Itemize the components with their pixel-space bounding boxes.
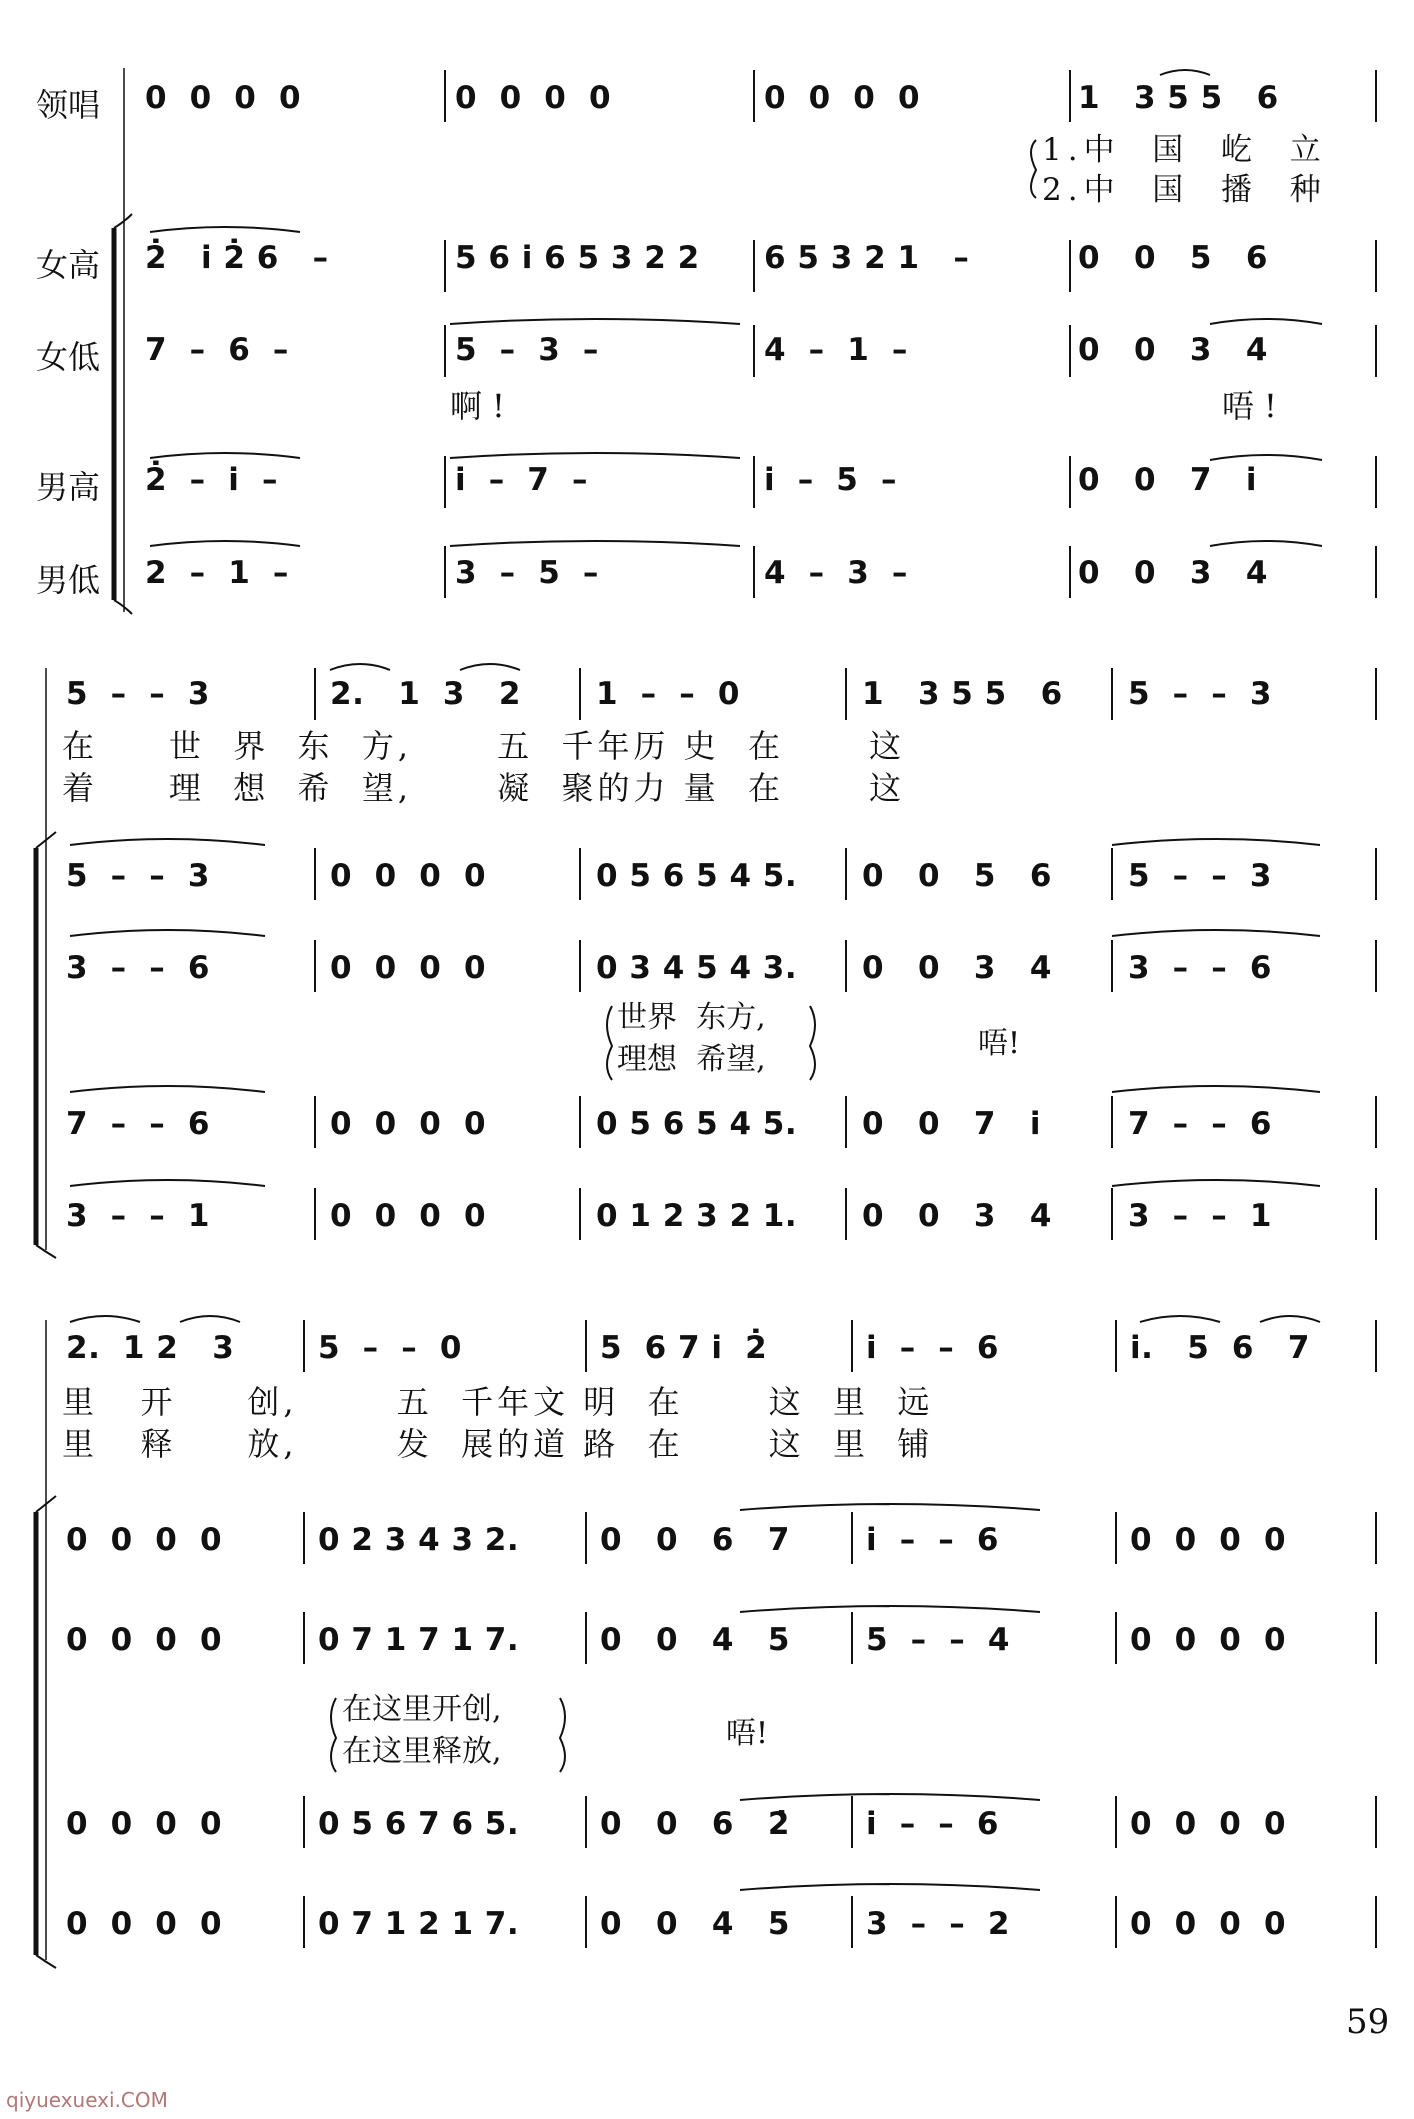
s3-bass-m5: 0 0 0 0 [1130, 1906, 1287, 1942]
s1-alto-m4: 0 0 3 4 [1078, 332, 1268, 368]
s2-bass-m5: 3 – – 1 [1128, 1198, 1272, 1234]
s3-lead-m4: i – – 6 [866, 1330, 999, 1366]
slur [70, 1180, 265, 1186]
s2-lead-m5: 5 – – 3 [1128, 676, 1272, 712]
s2-bass-m4: 0 0 3 4 [862, 1198, 1052, 1234]
s1-soprano-m3: 6 5 3 2 1 – [764, 240, 970, 276]
slur [1112, 1180, 1320, 1186]
s1-bass-m4: 0 0 3 4 [1078, 555, 1268, 591]
slur [740, 1884, 1040, 1890]
s1-lead-lyric1: 1.中 国 屹 立 [1042, 132, 1327, 168]
slur [180, 1316, 240, 1322]
brace [560, 1698, 565, 1772]
slur [330, 664, 390, 670]
s3-lead-m1: 2. 1 2 3 [66, 1330, 235, 1366]
s1-lead-m4: 1 3 5 5 6 [1078, 80, 1279, 116]
s1-alto-m1: 7 – 6 – [145, 332, 289, 368]
s1-lead-m3: 0 0 0 0 [764, 80, 921, 116]
slur [1210, 319, 1322, 324]
slur [70, 839, 265, 845]
s2-alto-m3: 0 3 4 5 4 3. [596, 950, 798, 986]
slur [70, 930, 265, 936]
s2-tenor-m1: 7 – – 6 [66, 1106, 210, 1142]
s1-soprano-m2: 5 6 i 6 5 3 2 2 [455, 240, 700, 276]
s2-soprano-m3: 0 5 6 5 4 5. [596, 858, 798, 894]
slur [740, 1794, 1040, 1800]
s1-tenor-m4: 0 0 7 i [1078, 462, 1257, 498]
s1-alto-lyric-a: 啊! [450, 387, 515, 425]
slur [740, 1504, 1040, 1510]
slur [1112, 930, 1320, 936]
s2-bass-m3: 0 1 2 3 2 1. [596, 1198, 798, 1234]
s2-alto-m4: 0 0 3 4 [862, 950, 1052, 986]
s3-tenor-m5: 0 0 0 0 [1130, 1806, 1287, 1842]
slur [150, 541, 300, 546]
s1-bass-m1: 2 – 1 – [145, 555, 289, 591]
page-number: 59 [1346, 2002, 1390, 2042]
slur [70, 1086, 265, 1092]
slur [450, 541, 740, 546]
slur [460, 664, 520, 670]
s1-lead-m2: 0 0 0 0 [455, 80, 612, 116]
s2-alto-m1: 3 – – 6 [66, 950, 210, 986]
s3-soprano-m1: 0 0 0 0 [66, 1522, 223, 1558]
s2-alto-m2: 0 0 0 0 [330, 950, 487, 986]
s2-alto-annotation3: 唔! [978, 1026, 1021, 1061]
s3-tenor-m4: i – – 6 [866, 1806, 999, 1842]
s2-alto-m5: 3 – – 6 [1128, 950, 1272, 986]
s3-soprano-m4: i – – 6 [866, 1522, 999, 1558]
s1-bass-m3: 4 – 3 – [764, 555, 908, 591]
bracket-hook [114, 214, 132, 228]
s1-tenor-m2: i – 7 – [455, 462, 588, 498]
s2-lyric1: 在 世 界 东 方, 五 千年历 史 在 这 [62, 727, 905, 765]
slur [1140, 1316, 1220, 1322]
slur [150, 227, 300, 232]
brace [331, 1698, 336, 1772]
slur [1160, 70, 1210, 75]
s3-alto-m4: 5 – – 4 [866, 1622, 1010, 1658]
s1-alto-m2: 5 – 3 – [455, 332, 599, 368]
s2-lead-m1: 5 – – 3 [66, 676, 210, 712]
s3-alto-m2: 0 7 1 7 1 7. [318, 1622, 520, 1658]
slur [70, 1316, 140, 1322]
s3-tenor-m2: 0 5 6 7 6 5. [318, 1806, 520, 1842]
s3-lyric2: 里 释 放, 发 展的道 路 在 这 里 铺 [62, 1425, 934, 1463]
s3-bass-m2: 0 7 1 2 1 7. [318, 1906, 520, 1942]
s3-alto-annotation1: 在这里开创, [342, 1692, 502, 1727]
brace [607, 1006, 612, 1080]
s1-tenor-m3: i – 5 – [764, 462, 897, 498]
slur [1210, 541, 1322, 546]
s2-soprano-m4: 0 0 5 6 [862, 858, 1052, 894]
s2-soprano-m5: 5 – – 3 [1128, 858, 1272, 894]
bracket-hook [114, 600, 132, 614]
slur [1112, 1086, 1320, 1092]
s1-soprano-m4: 0 0 5 6 [1078, 240, 1268, 276]
s2-bass-m2: 0 0 0 0 [330, 1198, 487, 1234]
s1-soprano-m1: 2̇ i 2̇ 6 – [145, 240, 329, 276]
s2-lyric2: 着 理 想 希 望, 凝 聚的力 量 在 这 [62, 769, 905, 807]
s1-alto-m3: 4 – 1 – [764, 332, 908, 368]
s2-alto-annotation2: 理想 希望, [617, 1042, 766, 1077]
s2-bass-m1: 3 – – 1 [66, 1198, 210, 1234]
s3-bass-m3: 0 0 4 5 [600, 1906, 790, 1942]
s1-lead-lyric2: 2.中 国 播 种 [1042, 172, 1327, 208]
s3-bass-m1: 0 0 0 0 [66, 1906, 223, 1942]
s3-alto-annotation3: 唔! [726, 1716, 769, 1751]
s3-lyric1: 里 开 创, 五 千年文 明 在 这 里 远 [62, 1383, 934, 1421]
s1-lead-m1: 0 0 0 0 [145, 80, 302, 116]
s2-tenor-m5: 7 – – 6 [1128, 1106, 1272, 1142]
s3-lead-m3: 5 6 7 i 2̇ [600, 1330, 768, 1366]
s2-tenor-m3: 0 5 6 5 4 5. [596, 1106, 798, 1142]
s1-alto-lyric-b: 唔! [1222, 387, 1287, 425]
slur [1210, 455, 1322, 460]
s2-tenor-m4: 0 0 7 i [862, 1106, 1041, 1142]
s2-soprano-m2: 0 0 0 0 [330, 858, 487, 894]
s3-soprano-m3: 0 0 6 7 [600, 1522, 790, 1558]
s1-tenor-m1: 2̇ – i – [145, 462, 278, 498]
s3-tenor-m1: 0 0 0 0 [66, 1806, 223, 1842]
part-label-lead: 领唱 [36, 86, 101, 124]
part-label-bass: 男低 [36, 561, 101, 599]
s3-tenor-m3: 0 0 6 2̇ [600, 1806, 790, 1842]
s3-alto-m3: 0 0 4 5 [600, 1622, 790, 1658]
part-label-tenor: 男高 [36, 468, 101, 506]
s2-lead-m4: 1 3 5 5 6 [862, 676, 1063, 712]
s3-soprano-m5: 0 0 0 0 [1130, 1522, 1287, 1558]
s2-lead-m2: 2. 1 3 2 [330, 676, 521, 712]
watermark: qiyuexuexi.COM [6, 2088, 168, 2112]
brace [810, 1006, 815, 1080]
slur [450, 453, 740, 458]
part-label-alto: 女低 [36, 338, 101, 376]
s3-lead-m2: 5 – – 0 [318, 1330, 462, 1366]
slur [1260, 1316, 1320, 1322]
s2-alto-annotation1: 世界 东方, [617, 1000, 766, 1035]
s2-lead-m3: 1 – – 0 [596, 676, 740, 712]
slur [1112, 839, 1320, 845]
part-label-soprano: 女高 [36, 246, 101, 284]
slur [150, 453, 300, 458]
s3-alto-m5: 0 0 0 0 [1130, 1622, 1287, 1658]
s3-lead-m5: i. 5 6 7 [1130, 1330, 1310, 1366]
s2-tenor-m2: 0 0 0 0 [330, 1106, 487, 1142]
brace [1031, 140, 1036, 198]
s3-alto-annotation2: 在这里释放, [342, 1734, 502, 1769]
slur [450, 319, 740, 324]
slur [740, 1606, 1040, 1612]
s1-bass-m2: 3 – 5 – [455, 555, 599, 591]
s3-soprano-m2: 0 2 3 4 3 2. [318, 1522, 520, 1558]
s3-bass-m4: 3 – – 2 [866, 1906, 1010, 1942]
s2-soprano-m1: 5 – – 3 [66, 858, 210, 894]
s3-alto-m1: 0 0 0 0 [66, 1622, 223, 1658]
